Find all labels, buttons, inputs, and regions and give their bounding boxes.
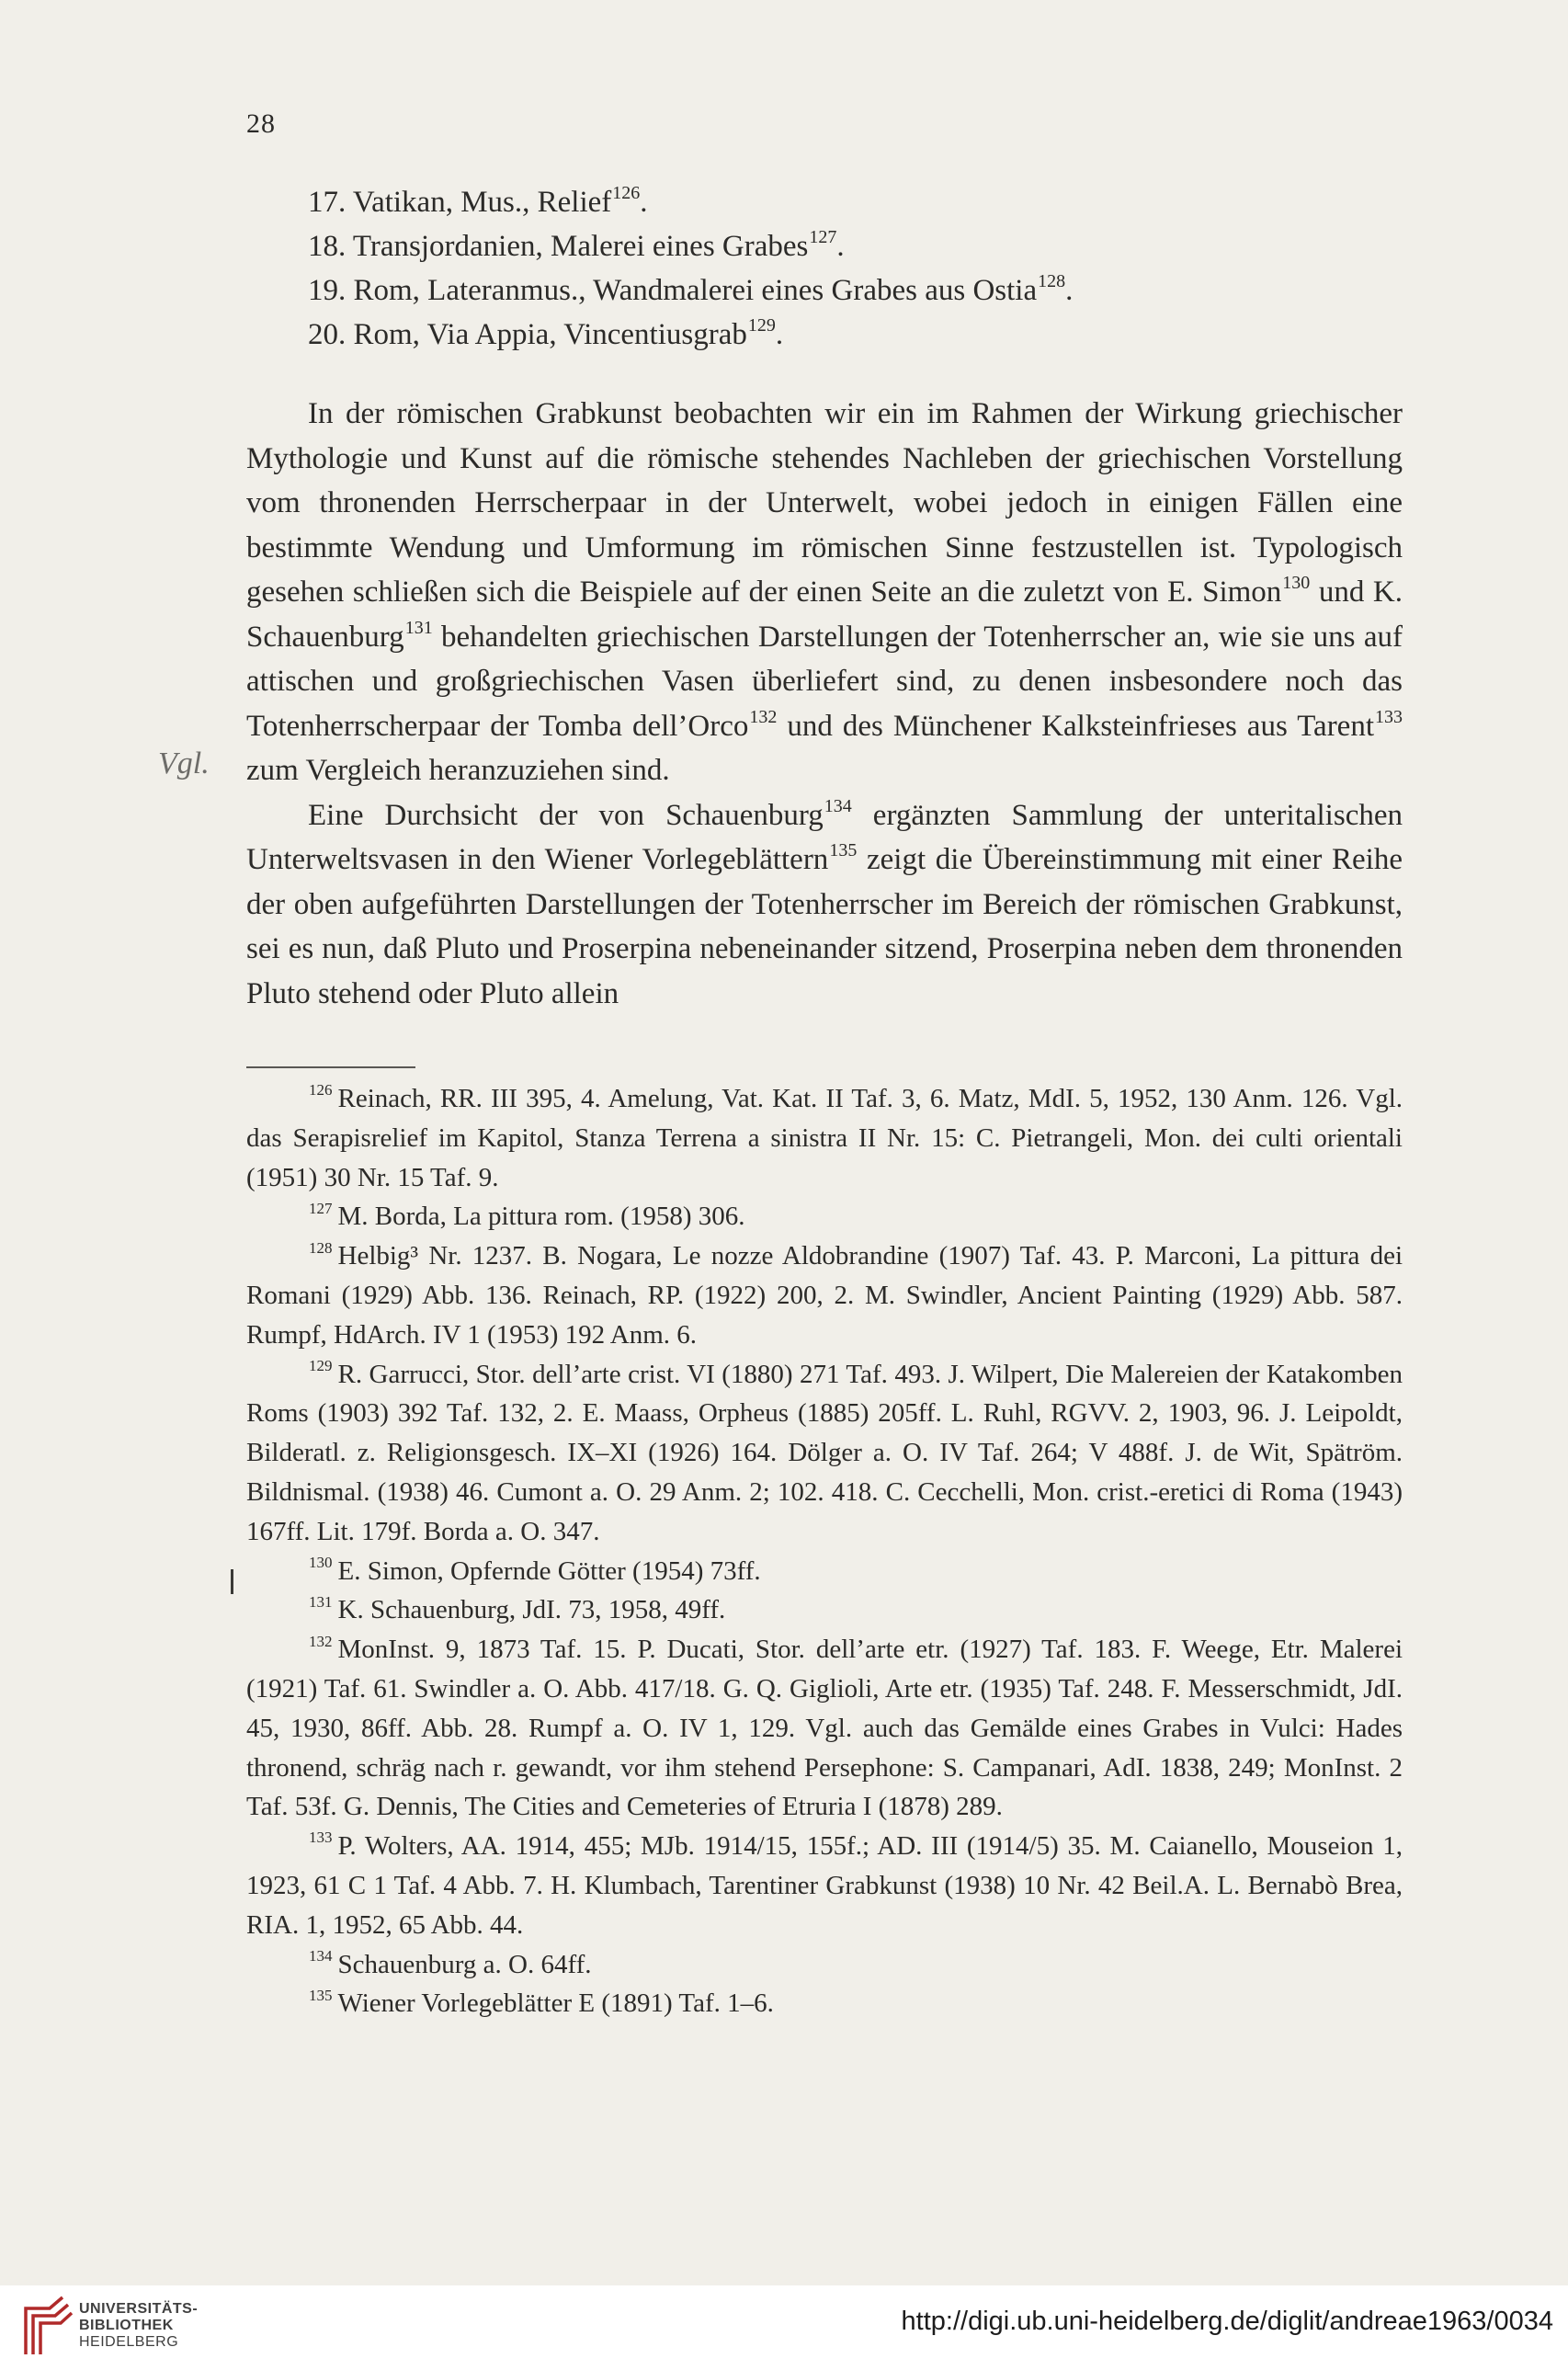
library-name-line: UNIVERSITÄTS-	[79, 2301, 199, 2317]
footnote: $^{128}$ Helbig³ Nr. 1237. B. Nogara, Le nozze Aldobrandine (1907) Taf. 43. P. Marconi, La pittura dei Romani (1929) Abb. 136. Reinach, RP. (1922) 200, 2. M. Swindler, Ancient Painting (1929) Abb. 587. Rumpf, HdArch. IV 1 (1953) 192 Anm. 6.	[246, 1238, 1403, 1350]
footnote: $^{134}$ Schauenburg a. O. 64ff.	[309, 1946, 592, 1979]
footnote-ref[interactable]: 133	[1375, 706, 1403, 727]
footnote-divider	[246, 1066, 415, 1068]
handwritten-margin-note: Vgl.	[158, 746, 210, 781]
footnote-ref[interactable]: 131	[404, 617, 433, 638]
footnote: $^{133}$ P. Wolters, AA. 1914, 455; MJb. 1914/15, 155f.; AD. III (1914/5) 35. M. Caianello, Mouseion 1, 1923, 61 C 1 Taf. 4 Abb. 7. H. Klumbach, Tarentiner Grabkunst (1938) 10 Nr. 42 Beil.A. L. Bernabò Brea, RIA. 1, 1952, 65 Abb. 44.	[246, 1829, 1403, 1940]
library-name-line: BIBLIOTHEK	[79, 2318, 174, 2333]
list-item: 20. Rom, Via Appia, Vincentiusgrab$^{129}$.	[308, 315, 784, 351]
footnote-ref[interactable]: 134	[824, 795, 852, 816]
monument-list	[308, 180, 1411, 357]
paragraph-1: In der römischen Grabkunst beobachten wir ein im Rahmen der Wirkung griechischer Mythologie und Kunst auf die römische stehendes Nachleben der griechischen Vorstellung vom thronenden Herrscherpaar in der Unterwelt, wobei jedoch in einigen Fällen eine bestimmte Wendung und Umformung im römischen Sinne festzustellen ist. Typologisch gesehen schließen sich die Beispiele auf der einen Seite an die zuletzt von E. Simon$^{130}$ und K. Schauenburg$^{131}$ behandelten griechischen Darstellungen der Totenherrscher an, wie sie uns auf attischen und großgriechischen Vasen überliefert sind, zu denen insbesondere noch das Totenherrscherpaar der Tomba dell’Orco$^{132}$ und des Münchener Kalksteinfrieses aus Tarent$^{133}$ zum Vergleich heranzuziehen sind.	[246, 397, 1403, 787]
list-item: 17. Vatikan, Mus., Relief$^{126}$.	[308, 183, 648, 219]
footnote-ref[interactable]: 135	[829, 840, 858, 860]
footnote: $^{131}$ K. Schauenburg, JdI. 73, 1958, 49ff.	[309, 1592, 726, 1625]
body-text	[246, 392, 1403, 1016]
footnote: $^{126}$ Reinach, RR. III 395, 4. Amelung, Vat. Kat. II Taf. 3, 6. Matz, MdI. 5, 1952, 130 Anm. 126. Vgl. das Serapisrelief im Kapitol, Stanza Terrena a sinistra II Nr. 15: C. Pietrangeli, Mon. dei culti orientali (1951) 30 Nr. 15 Taf. 9.	[246, 1081, 1403, 1192]
list-item: 18. Transjordanien, Malerei eines Grabes$^{127}$.	[308, 227, 845, 263]
footnote: $^{135}$ Wiener Vorlegeblätter E (1891) Taf. 1–6.	[309, 1986, 774, 2019]
footnote-ref[interactable]: 132	[749, 706, 778, 727]
library-name-line: HEIDELBERG	[79, 2334, 179, 2350]
margin-mark	[231, 1569, 233, 1594]
footnote-ref[interactable]: 130	[1282, 573, 1311, 593]
footnote: $^{127}$ M. Borda, La pittura rom. (1958) 306.	[309, 1199, 745, 1232]
library-logo-icon	[22, 2296, 74, 2356]
page-number: 28	[246, 108, 276, 139]
source-url[interactable]: http://digi.ub.uni-heidelberg.de/diglit/andreae1963/0034	[901, 2307, 1553, 2336]
list-item: 19. Rom, Lateranmus., Wandmalerei eines Grabes aus Ostia$^{128}$.	[308, 271, 1074, 307]
footnote-ref[interactable]: 127	[809, 227, 837, 247]
footnote-ref[interactable]: 128	[1038, 271, 1066, 291]
footnote-ref[interactable]: 126	[612, 183, 641, 203]
footnote: $^{130}$ E. Simon, Opfernde Götter (1954) 73ff.	[309, 1553, 761, 1586]
paragraph-2: Eine Durchsicht der von Schauenburg$^{134}$ ergänzten Sammlung der unteritalischen Unterweltsvasen in den Wiener Vorlegeblättern$^{135}$ zeigt die Übereinstimmung mit einer Reihe der oben aufgeführten Darstellungen der Totenherrscher im Bereich der römischen Grabkunst, sei es nun, daß Pluto und Proserpina nebeneinander sitzend, Proserpina neben dem thronenden Pluto stehend oder Pluto allein	[246, 795, 1403, 1010]
library-name	[79, 2301, 198, 2351]
footnotes	[246, 1079, 1403, 2023]
footnote: $^{132}$ MonInst. 9, 1873 Taf. 15. P. Ducati, Stor. dell’arte etr. (1927) Taf. 183. F. Weege, Etr. Malerei (1921) Taf. 61. Swindler a. O. Abb. 417/18. G. Q. Giglioli, Arte etr. (1935) Taf. 248. F. Messerschmidt, JdI. 45, 1930, 86ff. Abb. 28. Rumpf a. O. IV 1, 129. Vgl. auch das Gemälde eines Grabes in Vulci: Hades thronend, schräg nach r. gewandt, vor ihm stehend Persephone: S. Campanari, AdI. 1838, 249; MonInst. 2 Taf. 53f. G. Dennis, The Cities and Cemeteries of Etruria I (1878) 289.	[246, 1632, 1403, 1822]
footnote-ref[interactable]: 129	[747, 315, 776, 336]
footnote: $^{129}$ R. Garrucci, Stor. dell’arte crist. VI (1880) 271 Taf. 493. J. Wilpert, Die Malereien der Katakomben Roms (1903) 392 Taf. 132, 2. E. Maass, Orpheus (1885) 205ff. L. Ruhl, RGVV. 2, 1903, 96. J. Leipoldt, Bilderatl. z. Religionsgesch. IX–XI (1926) 164. Dölger a. O. IV Taf. 264; V 488f. J. de Wit, Spätröm. Bildnismal. (1938) 46. Cumont a. O. 29 Anm. 2; 102. 418. C. Cecchelli, Mon. crist.-eretici di Roma (1943) 167ff. Lit. 179f. Borda a. O. 347.	[246, 1356, 1403, 1546]
